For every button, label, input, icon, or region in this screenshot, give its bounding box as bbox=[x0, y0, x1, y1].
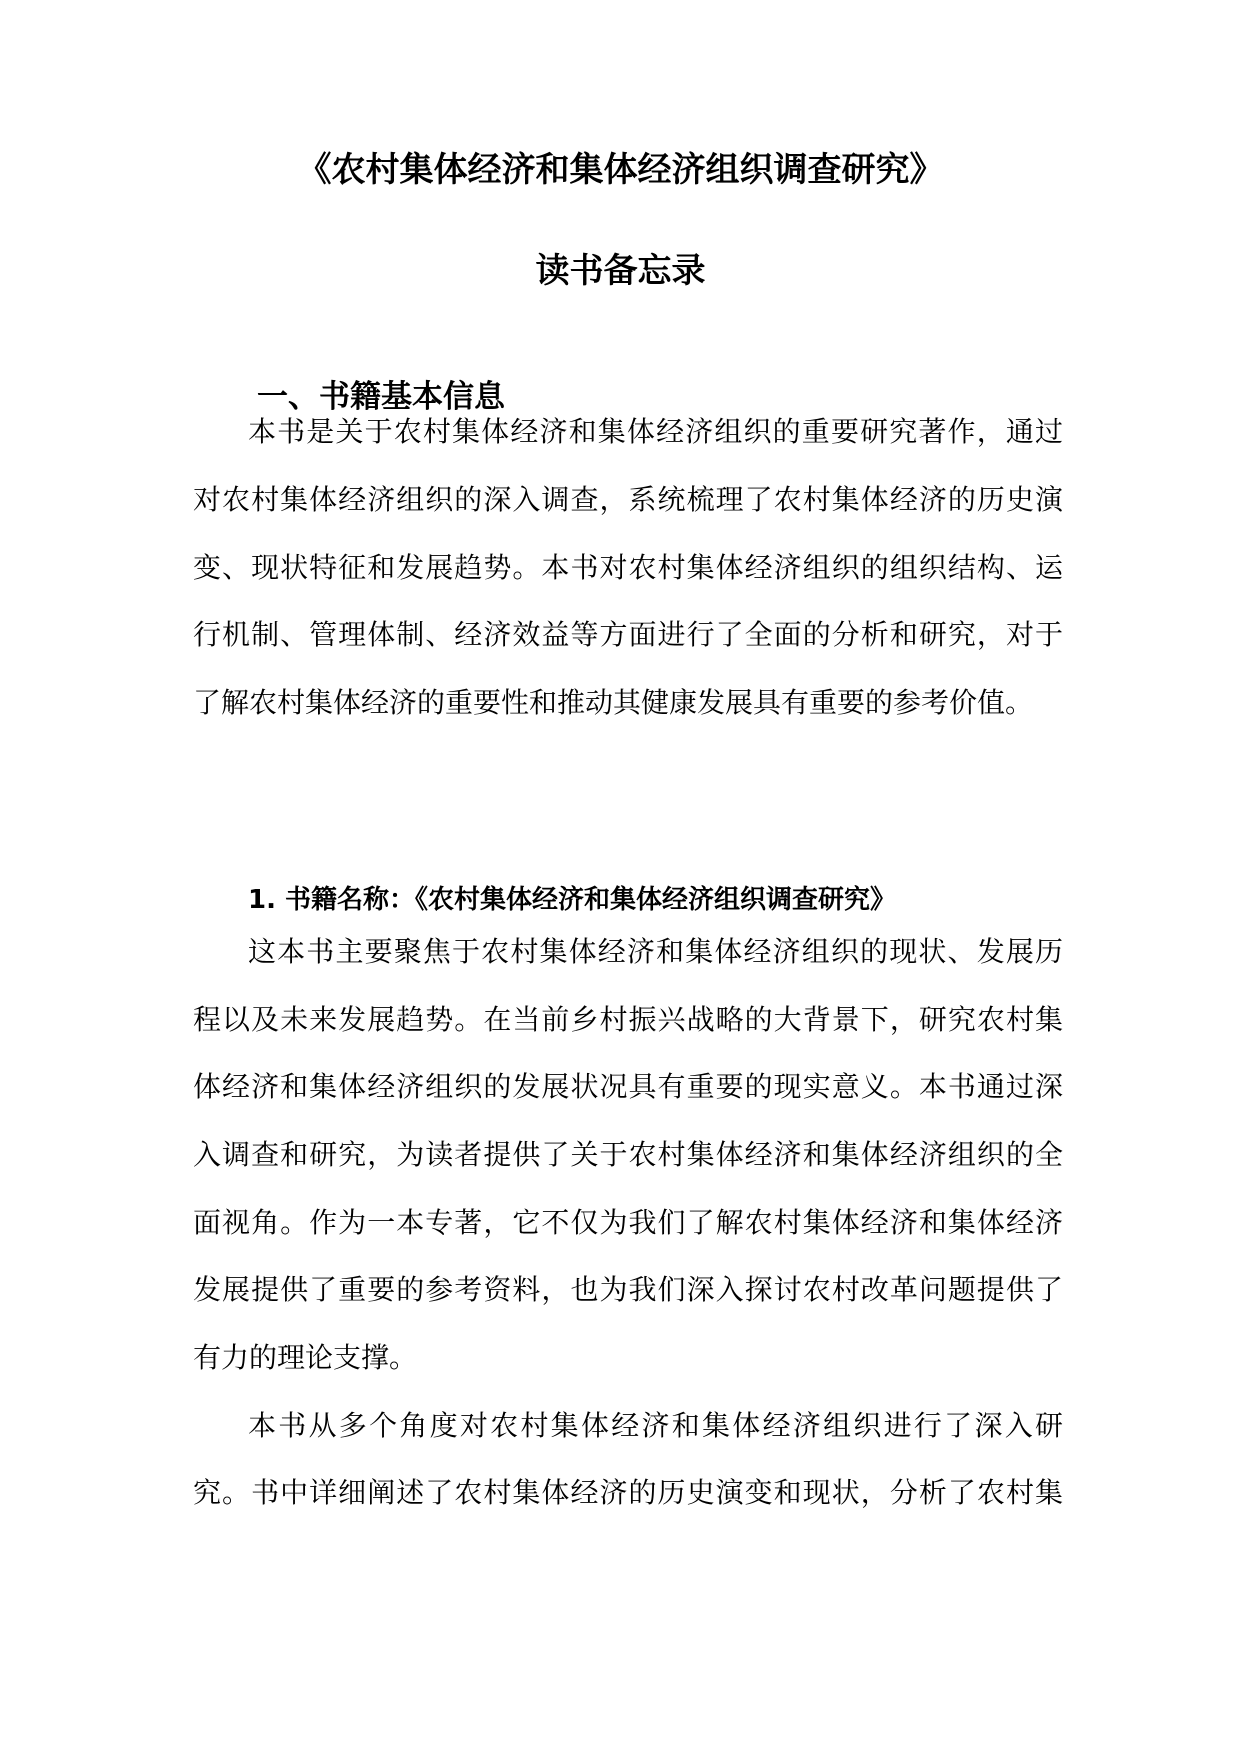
document-title-line-2: 读书备忘录 bbox=[535, 251, 706, 291]
paragraph-2-line-5: 面视角。作为一本专著，它不仅为我们了解农村集体经济和集体经济 bbox=[193, 1206, 1063, 1239]
paragraph-3-line-1: 本书从多个角度对农村集体经济和集体经济组织进行了深入研 bbox=[248, 1409, 1063, 1442]
subheading-book-name: 1. 书籍名称：《农村集体经济和集体经济组织调查研究》 bbox=[248, 885, 897, 915]
paragraph-1-line-4: 行机制、管理体制、经济效益等方面进行了全面的分析和研究，对于 bbox=[193, 618, 1063, 651]
section-heading-basic-info: 一、书籍基本信息 bbox=[257, 379, 505, 415]
paragraph-2-line-3: 体经济和集体经济组织的发展状况具有重要的现实意义。本书通过深 bbox=[193, 1070, 1063, 1103]
document-title-line-1: 《农村集体经济和集体经济组织调查研究》 bbox=[297, 150, 944, 190]
paragraph-1-line-2: 对农村集体经济组织的深入调查，系统梳理了农村集体经济的历史演 bbox=[193, 483, 1063, 516]
paragraph-2-line-1: 这本书主要聚焦于农村集体经济和集体经济组织的现状、发展历 bbox=[248, 935, 1063, 968]
paragraph-2-line-7: 有力的理论支撑。 bbox=[193, 1341, 418, 1374]
paragraph-2-line-6: 发展提供了重要的参考资料，也为我们深入探讨农村改革问题提供了 bbox=[193, 1273, 1063, 1306]
paragraph-1-line-5: 了解农村集体经济的重要性和推动其健康发展具有重要的参考价值。 bbox=[193, 686, 1034, 719]
paragraph-2-line-2: 程以及未来发展趋势。在当前乡村振兴战略的大背景下，研究农村集 bbox=[193, 1003, 1063, 1036]
paragraph-3-line-2: 究。书中详细阐述了农村集体经济的历史演变和现状，分析了农村集 bbox=[193, 1476, 1063, 1509]
paragraph-1-line-1: 本书是关于农村集体经济和集体经济组织的重要研究著作，通过 bbox=[248, 415, 1063, 448]
paragraph-2-line-4: 入调查和研究，为读者提供了关于农村集体经济和集体经济组织的全 bbox=[193, 1138, 1063, 1171]
paragraph-1-line-3: 变、现状特征和发展趋势。本书对农村集体经济组织的组织结构、运 bbox=[193, 551, 1063, 584]
